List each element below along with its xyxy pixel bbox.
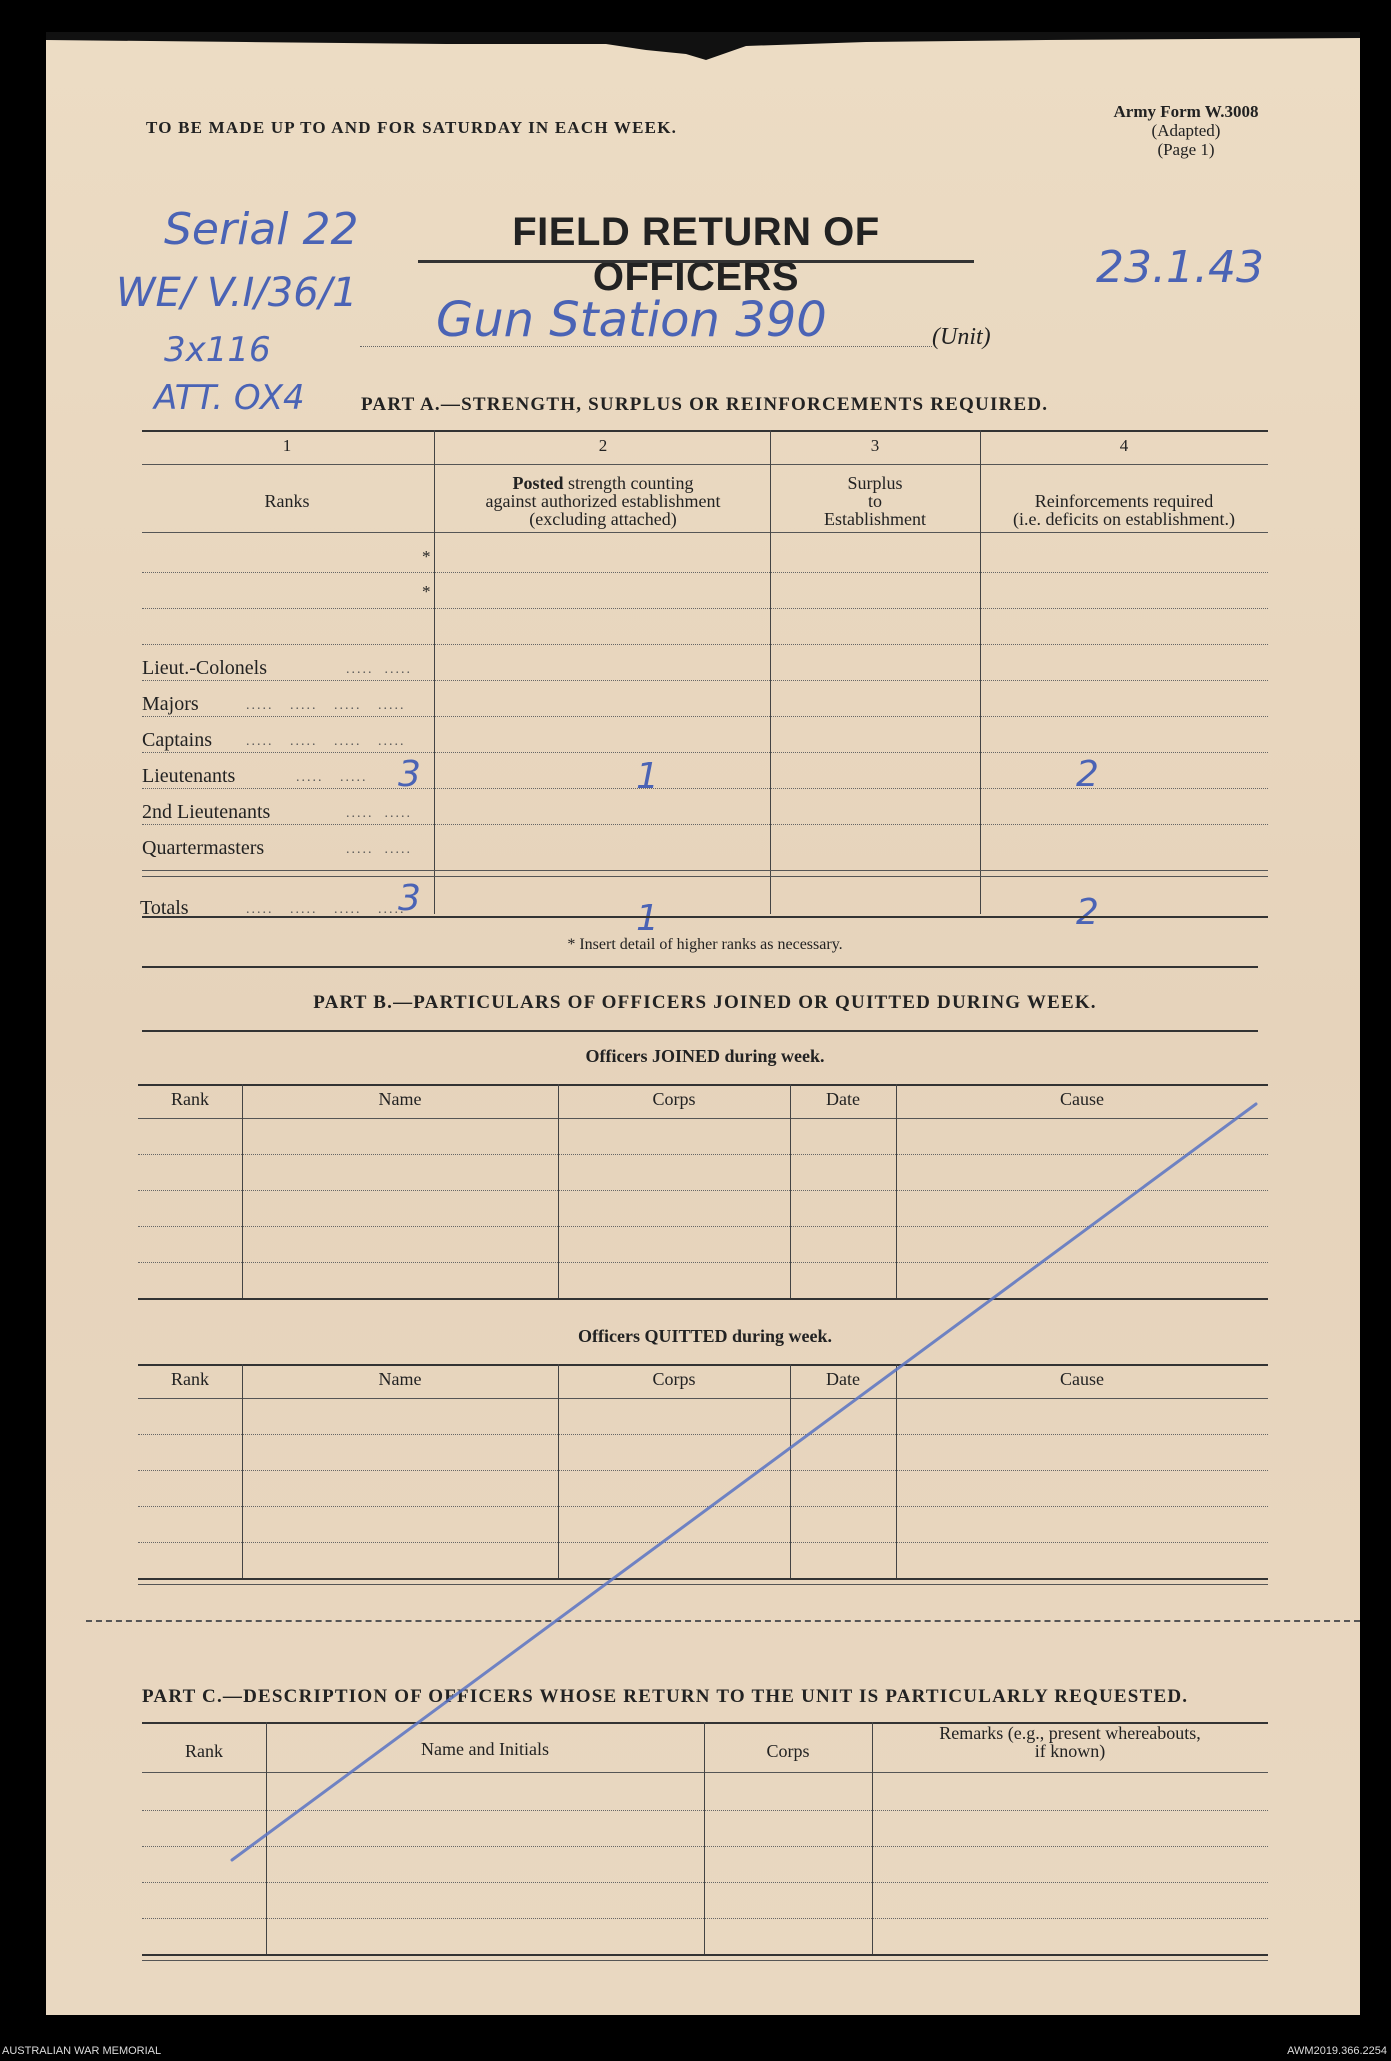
instruction-text: TO BE MADE UP TO AND FOR SATURDAY IN EACH WEEK. <box>146 118 678 137</box>
form-adapted: (Adapted) <box>1151 121 1221 140</box>
unit-suffix: (Unit) <box>932 324 991 350</box>
leader-dots: ..... ..... <box>346 662 412 677</box>
handwritten-we-ref: WE/ V.I/36/1 <box>116 270 358 316</box>
rank-label: Quartermasters <box>142 837 265 859</box>
leader-dots: ..... ..... ..... ..... <box>246 902 406 917</box>
totals-label: Totals <box>140 897 189 919</box>
joined-title: Officers JOINED during week. <box>585 1046 825 1066</box>
form-id: Army Form W.3008 <box>1113 102 1259 121</box>
reinforcements-line1: Reinforcements required <box>1034 491 1214 511</box>
part-b-title: PART B.—PARTICULARS OF OFFICERS JOINED OR QUITTED DURING WEEK. <box>313 992 1097 1013</box>
totals-establishment: 3 <box>398 878 421 919</box>
asterisk-2: * <box>422 582 431 601</box>
part-c-col-rank: Rank <box>185 1741 223 1761</box>
joined-col-cause: Cause <box>1060 1089 1104 1109</box>
part-a-footnote: * Insert detail of higher ranks as necessary. <box>567 936 843 953</box>
leader-dots: ..... ..... <box>296 770 368 785</box>
lieutenants-posted: 1 <box>636 756 659 797</box>
lieutenants-reinforcements: 2 <box>1076 754 1099 795</box>
surplus-line2: to <box>867 491 882 511</box>
remarks-line1: Remarks (e.g., present whereabouts, <box>939 1723 1201 1743</box>
handwritten-date: 23.1.43 <box>1096 242 1264 293</box>
quitted-col-rank: Rank <box>171 1369 209 1389</box>
quitted-col-cause: Cause <box>1060 1369 1104 1389</box>
totals-reinforcements: 2 <box>1076 892 1099 933</box>
strike-through-line <box>46 32 1360 2015</box>
rank-label: Lieut.-Colonels <box>142 657 267 679</box>
joined-col-name: Name <box>378 1089 422 1109</box>
posted-line3: (excluding attached) <box>529 509 677 529</box>
rank-label: 2nd Lieutenants <box>142 801 271 823</box>
rank-label: Lieutenants <box>142 765 236 787</box>
posted-line2: against authorized establishment <box>485 491 721 511</box>
part-c-col-corps: Corps <box>766 1741 810 1761</box>
remarks-line2: if known) <box>1034 1741 1106 1761</box>
page-title: FIELD RETURN OF OFFICERS <box>512 210 880 299</box>
quitted-col-name: Name <box>378 1369 422 1389</box>
quitted-col-date: Date <box>826 1369 860 1389</box>
joined-col-date: Date <box>826 1089 860 1109</box>
surplus-line3: Establishment <box>824 509 926 529</box>
handwritten-ref-2: 3x116 <box>164 330 271 370</box>
joined-col-corps: Corps <box>652 1089 696 1109</box>
posted-bold: Posted <box>512 473 564 493</box>
asterisk-1: * <box>422 547 431 566</box>
col-header-ranks: Ranks <box>264 491 310 511</box>
footer-credit: AUSTRALIAN WAR MEMORIAL <box>2 2045 162 2057</box>
handwritten-unit: Gun Station 390 <box>436 292 827 348</box>
footer-accession: AWM2019.366.2254 <box>1287 2045 1387 2057</box>
col-number-2: 2 <box>598 436 608 455</box>
rank-label: Majors <box>142 693 199 715</box>
quitted-title: Officers QUITTED during week. <box>578 1326 832 1346</box>
leader-dots: ..... ..... ..... ..... <box>246 734 406 749</box>
col-number-3: 3 <box>870 436 880 455</box>
handwritten-serial: Serial 22 <box>164 204 359 255</box>
posted-rest: strength counting <box>563 473 694 493</box>
rank-label: Captains <box>142 729 212 751</box>
col-number-1: 1 <box>282 436 292 455</box>
col-number-4: 4 <box>1119 436 1129 455</box>
part-a-title: PART A.—STRENGTH, SURPLUS OR REINFORCEMENTS REQUIRED. <box>361 394 1049 415</box>
handwritten-ref-3: ATT. OX4 <box>154 378 305 418</box>
joined-col-rank: Rank <box>171 1089 209 1109</box>
leader-dots: ..... ..... <box>346 842 412 857</box>
reinforcements-line2: (i.e. deficits on establishment.) <box>1013 509 1235 529</box>
form-page <box>46 32 1360 2015</box>
lieutenants-establishment: 3 <box>398 754 421 795</box>
form-page-number: (Page 1) <box>1157 140 1215 159</box>
leader-dots: ..... ..... <box>346 806 412 821</box>
part-c-title: PART C.—DESCRIPTION OF OFFICERS WHOSE RETURN TO THE UNIT IS PARTICULARLY REQUESTED. <box>142 1686 1189 1707</box>
part-c-col-name: Name and Initials <box>421 1739 549 1759</box>
quitted-col-corps: Corps <box>652 1369 696 1389</box>
leader-dots: ..... ..... ..... ..... <box>246 698 406 713</box>
totals-posted: 1 <box>636 898 659 939</box>
surplus-line1: Surplus <box>847 473 903 493</box>
